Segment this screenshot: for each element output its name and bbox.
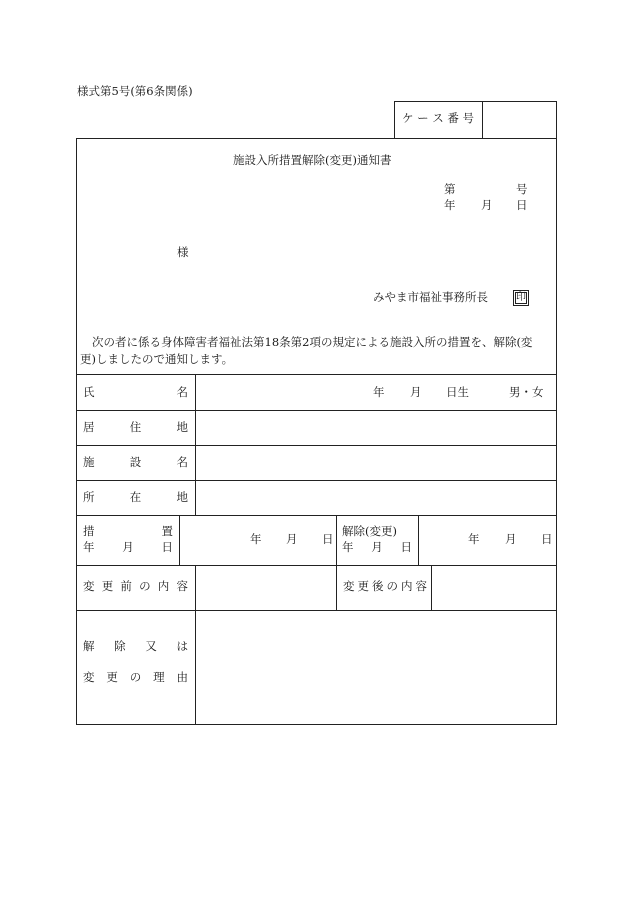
measure-label-top: 措 置 xyxy=(83,524,173,538)
birth-month: 月 xyxy=(410,385,422,399)
recipient-field[interactable] xyxy=(100,247,170,261)
table-top-line xyxy=(76,374,557,375)
row-line-2 xyxy=(76,445,557,446)
reason-divider xyxy=(195,610,196,725)
release-label-divider xyxy=(418,515,419,565)
document-title: 施設入所措置解除(変更)通知書 xyxy=(233,153,392,167)
name-field[interactable] xyxy=(200,387,360,401)
release-label-top: 解除(変更) xyxy=(342,524,397,538)
release-label-bottom: 年 月 日 xyxy=(342,540,412,554)
reason-label-line-2: 変 更 の 理 由 xyxy=(83,670,188,684)
measure-label-divider xyxy=(179,515,180,565)
row-line-4 xyxy=(76,515,557,516)
row-line-5 xyxy=(76,565,557,566)
name-label: 氏 名 xyxy=(83,385,188,399)
location-field[interactable] xyxy=(200,486,550,510)
recipient-honorific: 様 xyxy=(177,245,189,259)
document-number-field[interactable] xyxy=(478,184,508,197)
change-before-label: 変 更 前 の 内 容 xyxy=(83,579,188,593)
location-label: 所 在 地 xyxy=(83,490,188,504)
facility-field[interactable] xyxy=(200,451,550,475)
measure-day: 日 xyxy=(322,532,334,546)
body-text-line-2: 更)しましたので通知します。 xyxy=(80,352,234,366)
facility-label: 施 設 名 xyxy=(83,455,188,469)
measure-year: 年 xyxy=(250,532,262,546)
row-line-6 xyxy=(76,610,557,611)
case-number-divider xyxy=(482,101,483,139)
change-before-field[interactable] xyxy=(200,571,330,605)
residence-field[interactable] xyxy=(200,416,550,440)
number-prefix: 第 xyxy=(444,182,456,196)
gender-options[interactable]: 男・女 xyxy=(509,385,544,399)
release-day: 日 xyxy=(541,532,553,546)
measure-middle-divider xyxy=(336,515,337,565)
form-number-label: 様式第5号(第6条関係) xyxy=(77,84,193,98)
date-month: 月 xyxy=(481,198,493,212)
date-day: 日 xyxy=(516,198,528,212)
date-year: 年 xyxy=(444,198,456,212)
case-number-value[interactable] xyxy=(486,113,552,127)
seal-character: 印 xyxy=(516,292,526,303)
row-line-1 xyxy=(76,410,557,411)
birth-day: 日生 xyxy=(446,385,469,399)
issuer-name: みやま市福祉事務所長 xyxy=(373,290,488,304)
change-middle-divider xyxy=(336,565,337,610)
measure-label-bottom: 年 月 日 xyxy=(83,540,173,554)
residence-label: 居 住 地 xyxy=(83,420,188,434)
reason-field[interactable] xyxy=(200,616,550,720)
change-after-field[interactable] xyxy=(436,571,551,605)
number-suffix: 号 xyxy=(516,182,528,196)
row-line-3 xyxy=(76,480,557,481)
reason-label-line-1: 解 除 又 は xyxy=(83,639,188,653)
official-seal xyxy=(513,290,529,306)
measure-month: 月 xyxy=(286,532,298,546)
release-month: 月 xyxy=(505,532,517,546)
release-year: 年 xyxy=(468,532,480,546)
change-after-divider xyxy=(431,565,432,610)
case-number-label: ケ ー ス 番 号 xyxy=(402,111,474,125)
body-text-line-1: 次の者に係る身体障害者福祉法第18条第2項の規定による施設入所の措置を、解除(変 xyxy=(92,335,533,349)
label-column-divider xyxy=(195,374,196,515)
change-before-divider xyxy=(195,565,196,610)
birth-year: 年 xyxy=(373,385,385,399)
change-after-label: 変 更 後 の 内 容 xyxy=(343,579,427,593)
